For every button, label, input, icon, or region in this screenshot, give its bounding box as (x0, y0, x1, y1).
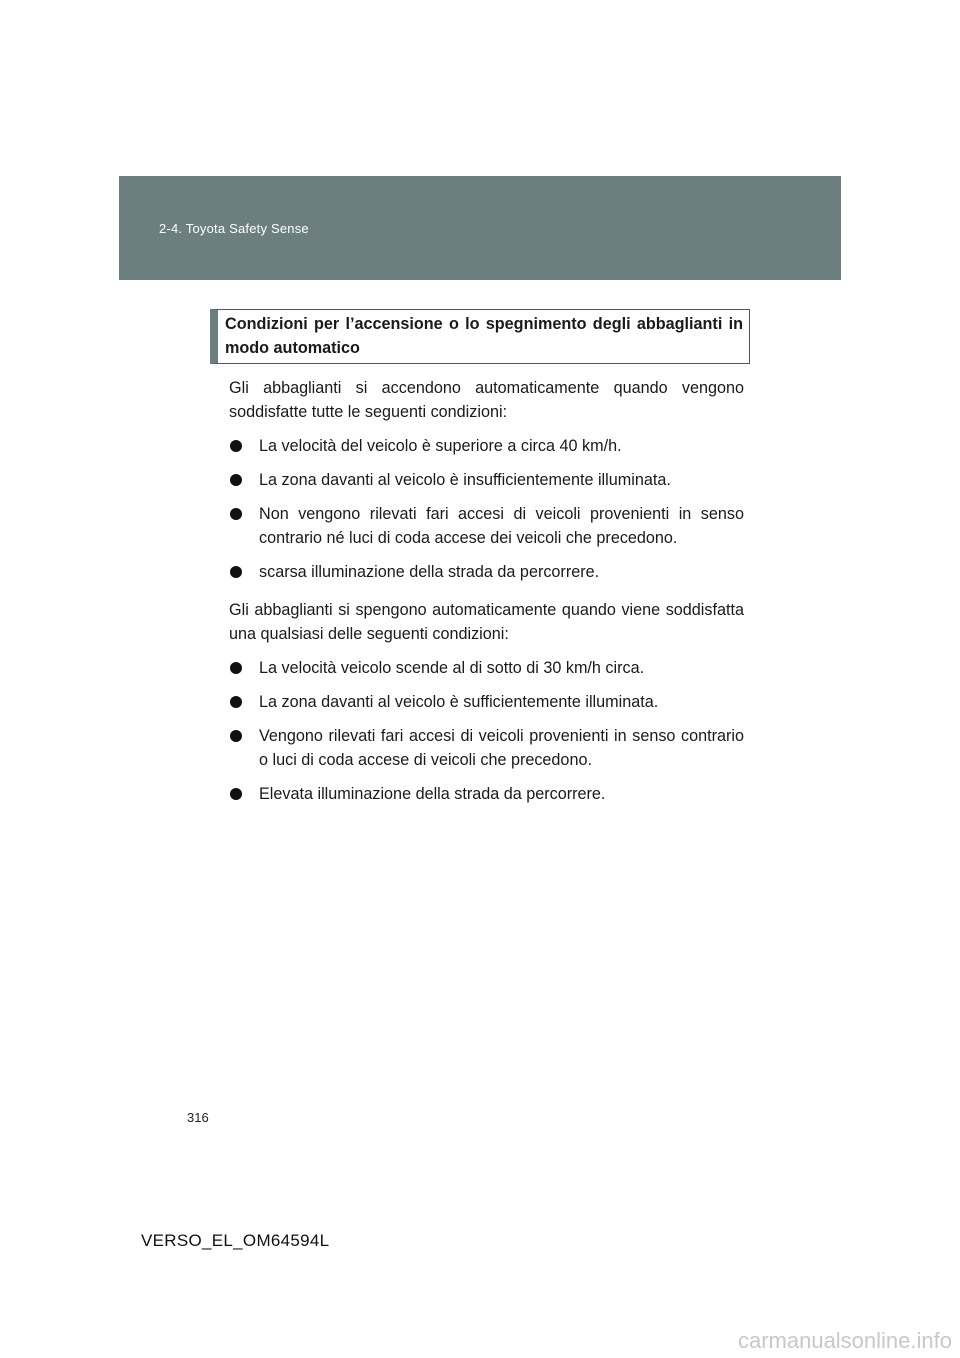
on-condition-text: La velocità del veicolo è superiore a circa 40 km/h. (259, 437, 622, 455)
on-condition-item (229, 434, 744, 458)
on-intro-paragraph: Gli abbaglianti si accendono automaticamente quando vengono soddisfatte tutte le seguenti condizioni: (229, 379, 744, 421)
conditions-block (229, 376, 744, 806)
on-condition-item (229, 502, 744, 550)
off-condition-text: Vengono rilevati fari accesi di veicoli provenienti in senso contrario o luci di coda accese di veicoli che precedono. (259, 727, 744, 769)
off-intro-paragraph: Gli abbaglianti si spengono automaticamente quando viene soddisfatta una qualsiasi delle seguenti condizioni: (229, 601, 744, 643)
off-condition-item (229, 724, 744, 772)
off-condition-text: La zona davanti al veicolo è sufficientemente illuminata. (259, 693, 659, 711)
bullet-icon (230, 566, 242, 578)
on-condition-text: La zona davanti al veicolo è insufficientemente illuminata. (259, 471, 671, 489)
document-code: VERSO_EL_OM64594L (141, 1231, 330, 1250)
on-condition-text: Non vengono rilevati fari accesi di veicoli provenienti in senso contrario né luci di coda accese dei veicoli che precedono. (259, 505, 744, 547)
off-condition-item (229, 782, 744, 806)
on-condition-item (229, 468, 744, 492)
subsection-heading: Condizioni per l’accensione o lo spegnimento degli abbaglianti in modo automatico (210, 309, 750, 364)
bullet-icon (230, 662, 242, 674)
on-condition-text: scarsa illuminazione della strada da percorrere. (259, 563, 600, 581)
bullet-icon (230, 788, 242, 800)
watermark-text: carmanualsonline.info (737, 1328, 952, 1353)
off-condition-text: Elevata illuminazione della strada da percorrere. (259, 785, 606, 803)
page-number: 316 (187, 1110, 209, 1125)
off-condition-text: La velocità veicolo scende al di sotto di 30 km/h circa. (259, 659, 645, 677)
page-content (210, 309, 750, 806)
section-header-band (119, 176, 841, 280)
off-condition-item (229, 690, 744, 714)
off-condition-item (229, 656, 744, 680)
section-title: 2-4. Toyota Safety Sense (159, 221, 309, 236)
bullet-icon (230, 474, 242, 486)
bullet-icon (230, 696, 242, 708)
bullet-icon (230, 730, 242, 742)
bullet-icon (230, 508, 242, 520)
bullet-icon (230, 440, 242, 452)
on-condition-item (229, 560, 744, 584)
